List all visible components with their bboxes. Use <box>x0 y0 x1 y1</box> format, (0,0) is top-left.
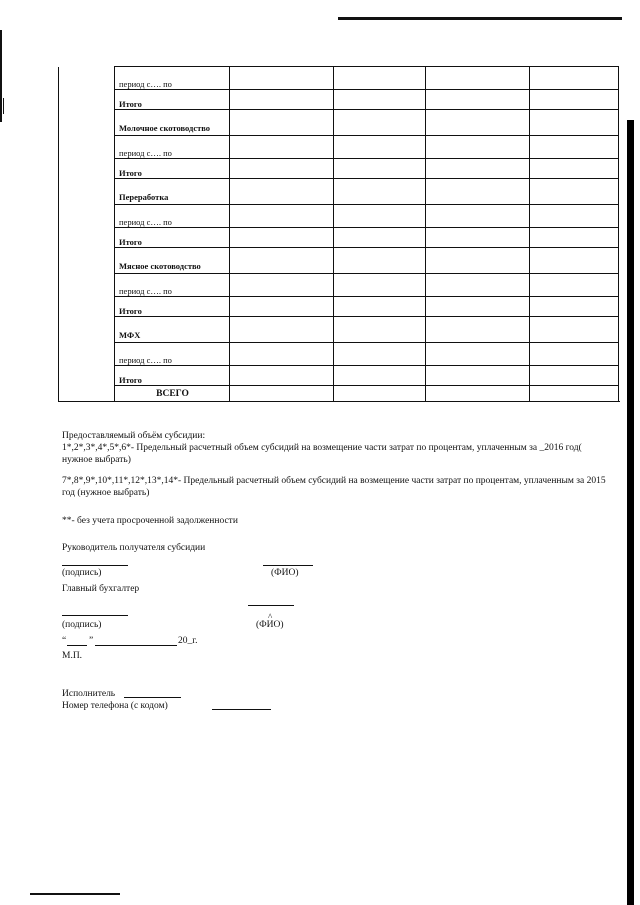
subsidy-table <box>58 66 619 402</box>
row-label: Переработка <box>115 179 230 205</box>
value-cell[interactable] <box>530 136 619 159</box>
accountant-signature-line[interactable] <box>62 615 128 616</box>
grand-total-cell[interactable] <box>334 386 426 402</box>
table-row <box>59 179 619 205</box>
value-cell[interactable] <box>530 297 619 317</box>
row-group-stub <box>59 159 115 179</box>
value-cell[interactable] <box>426 205 530 228</box>
value-cell[interactable] <box>334 274 426 297</box>
grand-total-cell[interactable] <box>230 386 334 402</box>
value-cell[interactable] <box>230 228 334 248</box>
value-cell[interactable] <box>426 179 530 205</box>
value-cell[interactable] <box>230 90 334 110</box>
grand-total-cell[interactable] <box>426 386 530 402</box>
table-row <box>59 67 619 90</box>
value-cell[interactable] <box>426 297 530 317</box>
row-label: Молочное скотоводство <box>115 110 230 136</box>
row-label: период с…. по <box>115 343 230 366</box>
stamp-placeholder: М.П. <box>62 651 83 661</box>
value-cell[interactable] <box>230 343 334 366</box>
row-group-stub <box>59 136 115 159</box>
date-year-suffix: 20_г. <box>178 636 198 646</box>
value-cell[interactable] <box>230 274 334 297</box>
footnote-2015: 7*,8*,9*,10*,11*,12*,13*,14*- Предельный расчетный объем субсидий на возмещение части затрат по процентам, уплаченным за 2015 год (нужное выбрать) <box>62 476 606 498</box>
grand-total-label: ВСЕГО <box>115 386 230 402</box>
value-cell[interactable] <box>334 159 426 179</box>
subsidy-table-body <box>59 67 619 402</box>
value-cell[interactable] <box>230 136 334 159</box>
value-cell[interactable] <box>426 274 530 297</box>
value-cell[interactable] <box>426 317 530 343</box>
value-cell[interactable] <box>426 343 530 366</box>
head-fio-label: (ФИО) <box>271 568 299 578</box>
accountant-title: Главный бухгалтер <box>62 584 140 594</box>
value-cell[interactable] <box>530 179 619 205</box>
table-row <box>59 297 619 317</box>
value-cell[interactable] <box>334 67 426 90</box>
value-cell[interactable] <box>334 110 426 136</box>
row-label: Итого <box>115 366 230 386</box>
value-cell[interactable] <box>230 317 334 343</box>
row-label: период с…. по <box>115 136 230 159</box>
value-cell[interactable] <box>426 366 530 386</box>
value-cell[interactable] <box>530 90 619 110</box>
accountant-fio-line[interactable] <box>248 605 294 606</box>
value-cell[interactable] <box>334 205 426 228</box>
row-group-stub <box>59 386 115 402</box>
phone-label: Номер телефона (с кодом) <box>62 701 168 711</box>
table-row <box>59 366 619 386</box>
value-cell[interactable] <box>230 366 334 386</box>
row-label: период с…. по <box>115 274 230 297</box>
row-group-stub <box>59 248 115 274</box>
table-row <box>59 248 619 274</box>
value-cell[interactable] <box>334 343 426 366</box>
value-cell[interactable] <box>426 159 530 179</box>
value-cell[interactable] <box>530 366 619 386</box>
value-cell[interactable] <box>530 205 619 228</box>
table-row <box>59 159 619 179</box>
footnote-2016: 1*,2*,3*,4*,5*,6*- Предельный расчетный объем субсидий на возмещение части затрат по процентам, уплаченным за _2016 год( нужное выбрать) <box>62 443 582 465</box>
table-row <box>59 317 619 343</box>
value-cell[interactable] <box>426 136 530 159</box>
row-label: Итого <box>115 159 230 179</box>
value-cell[interactable] <box>334 297 426 317</box>
executor-line[interactable] <box>124 697 181 698</box>
row-label: Итого <box>115 228 230 248</box>
accountant-fio-label: (ФИО) <box>256 620 284 630</box>
date-quote-open: “ <box>62 636 67 646</box>
grand-total-row <box>59 386 619 402</box>
table-row <box>59 136 619 159</box>
value-cell[interactable] <box>334 248 426 274</box>
value-cell[interactable] <box>230 248 334 274</box>
value-cell[interactable] <box>334 317 426 343</box>
value-cell[interactable] <box>426 228 530 248</box>
value-cell[interactable] <box>230 110 334 136</box>
date-day-line[interactable] <box>67 645 87 646</box>
subsidy-volume-intro: Предоставляемый объём субсидии: <box>62 431 206 441</box>
top-rule-line <box>338 17 622 20</box>
row-group-stub <box>59 179 115 205</box>
bottom-rule-line <box>30 893 120 895</box>
value-cell[interactable] <box>230 297 334 317</box>
value-cell[interactable] <box>334 90 426 110</box>
grand-total-cell[interactable] <box>530 386 619 402</box>
value-cell[interactable] <box>530 159 619 179</box>
row-group-stub <box>59 274 115 297</box>
executor-label: Исполнитель <box>62 689 116 699</box>
row-group-stub <box>59 205 115 228</box>
head-fio-line[interactable] <box>263 565 313 566</box>
table-row <box>59 274 619 297</box>
value-cell[interactable] <box>426 90 530 110</box>
value-cell[interactable] <box>230 179 334 205</box>
scan-edge-shadow <box>627 120 634 905</box>
scan-left-mark <box>0 30 2 122</box>
row-label: Итого <box>115 90 230 110</box>
table-row <box>59 90 619 110</box>
head-title: Руководитель получателя субсидии <box>62 543 206 553</box>
value-cell[interactable] <box>530 248 619 274</box>
row-group-stub <box>59 343 115 366</box>
date-month-line[interactable] <box>95 645 177 646</box>
value-cell[interactable] <box>230 159 334 179</box>
value-cell[interactable] <box>426 248 530 274</box>
value-cell[interactable] <box>530 67 619 90</box>
fio-accent-mark: ^ <box>268 612 273 622</box>
row-group-stub <box>59 297 115 317</box>
value-cell[interactable] <box>426 110 530 136</box>
value-cell[interactable] <box>530 343 619 366</box>
row-label: Мясное скотоводство <box>115 248 230 274</box>
accountant-signature-label: (подпись) <box>62 620 102 630</box>
row-label: период с…. по <box>115 67 230 90</box>
row-label: Итого <box>115 297 230 317</box>
value-cell[interactable] <box>530 228 619 248</box>
value-cell[interactable] <box>530 110 619 136</box>
value-cell[interactable] <box>230 205 334 228</box>
phone-line[interactable] <box>212 709 271 710</box>
table-row <box>59 343 619 366</box>
head-signature-line[interactable] <box>62 565 128 566</box>
row-label: МФХ <box>115 317 230 343</box>
row-group-stub <box>59 67 115 90</box>
value-cell[interactable] <box>334 366 426 386</box>
scan-left-mark-small <box>3 98 4 114</box>
head-signature-label: (подпись) <box>62 568 102 578</box>
row-group-stub <box>59 110 115 136</box>
table-row <box>59 110 619 136</box>
table-row <box>59 228 619 248</box>
row-group-stub <box>59 90 115 110</box>
value-cell[interactable] <box>426 67 530 90</box>
row-group-stub <box>59 317 115 343</box>
date-quote-close: ” <box>89 636 94 646</box>
value-cell[interactable] <box>530 274 619 297</box>
value-cell[interactable] <box>334 136 426 159</box>
table-row <box>59 205 619 228</box>
value-cell[interactable] <box>530 317 619 343</box>
value-cell[interactable] <box>334 179 426 205</box>
row-label: период с…. по <box>115 205 230 228</box>
value-cell[interactable] <box>334 228 426 248</box>
row-group-stub <box>59 366 115 386</box>
row-group-stub <box>59 228 115 248</box>
footnote-overdue: **- без учета просроченной задолженности <box>62 516 238 526</box>
value-cell[interactable] <box>230 67 334 90</box>
